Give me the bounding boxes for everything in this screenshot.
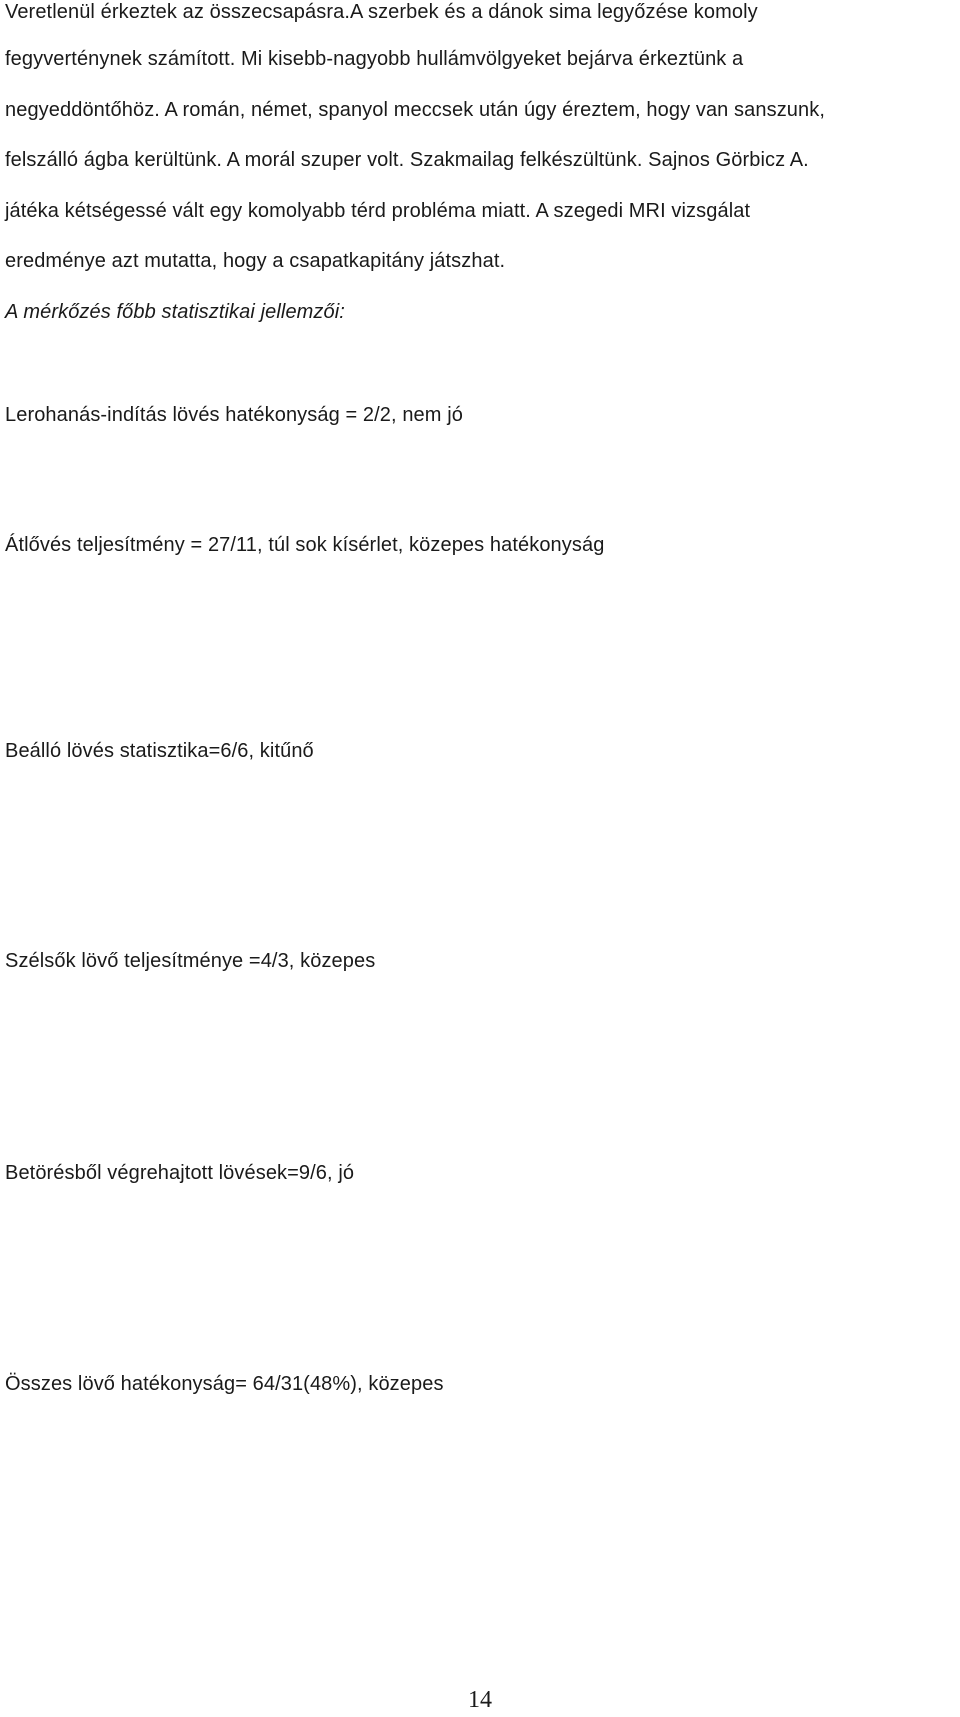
- stats-heading: A mérkőzés főbb statisztikai jellemzői:: [5, 301, 345, 323]
- stat-item: Átlővés teljesítmény = 27/11, túl sok kísérlet, közepes hatékonyság: [5, 534, 605, 556]
- paragraph-line: negyeddöntőhöz. A román, német, spanyol meccsek után úgy éreztem, hogy van sanszunk,: [5, 99, 825, 121]
- paragraph-line: fegyverténynek számított. Mi kisebb-nagyobb hullámvölgyeket bejárva érkeztünk a: [5, 48, 744, 70]
- stat-item: Szélsők lövő teljesítménye =4/3, közepes: [5, 950, 376, 972]
- paragraph-line: felszálló ágba kerültünk. A morál szuper volt. Szakmailag felkészültünk. Sajnos Görbicz A.: [5, 149, 809, 171]
- paragraph-line: Veretlenül érkeztek az összecsapásra.A szerbek és a dánok sima legyőzése komoly: [5, 1, 758, 23]
- stat-item: Betörésből végrehajtott lövések=9/6, jó: [5, 1162, 355, 1184]
- paragraph-line: játéka kétségessé vált egy komolyabb térd probléma miatt. A szegedi MRI vizsgálat: [5, 200, 751, 222]
- stat-item: Lerohanás-indítás lövés hatékonyság = 2/2, nem jó: [5, 404, 463, 426]
- page-number: 14: [468, 1687, 492, 1713]
- stat-item: Összes lövő hatékonyság= 64/31(48%), közepes: [5, 1373, 444, 1395]
- paragraph-line: eredménye azt mutatta, hogy a csapatkapitány játszhat.: [5, 250, 506, 272]
- stat-item: Beálló lövés statisztika=6/6, kitűnő: [5, 740, 314, 762]
